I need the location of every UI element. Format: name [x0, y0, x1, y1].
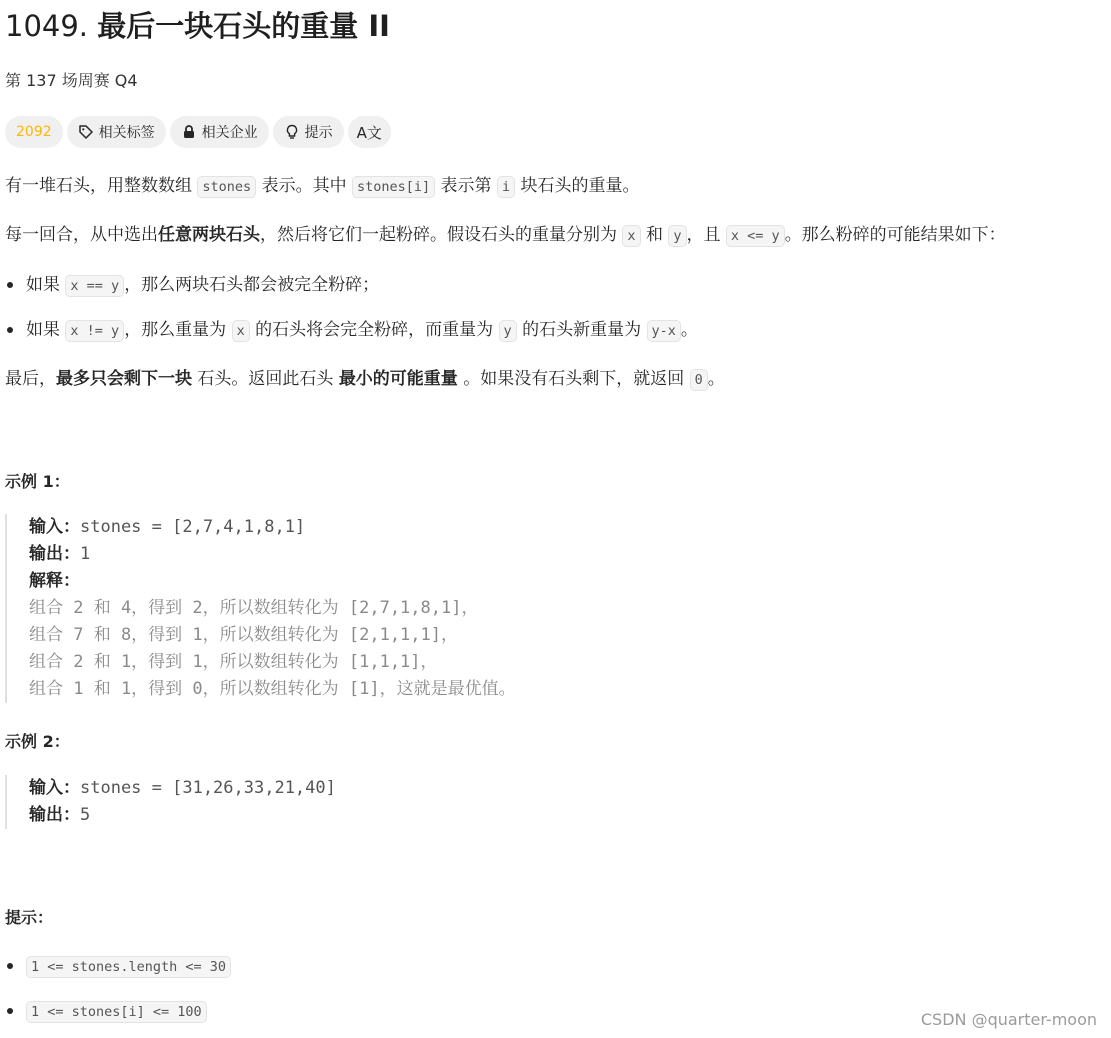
description-paragraph-2: 每一回合，从中选出任意两块石头，然后将它们一起粉碎。假设石头的重量分别为 x 和 y ，且 x <= y 。那么粉碎的可能结果如下：: [5, 225, 1006, 245]
example-2-heading: 示例 2：: [5, 732, 70, 751]
translate-icon: A文: [356, 123, 382, 142]
inline-code: x <= y: [726, 225, 785, 247]
related-companies-button[interactable]: [170, 116, 269, 148]
constraint-item: [5, 953, 231, 980]
inline-code: y: [668, 225, 686, 247]
related-companies-label: 相关企业: [201, 125, 258, 141]
constraints-heading: 提示：: [5, 908, 54, 927]
watermark: CSDN @quarter-moon: [920, 1010, 1097, 1029]
related-tags-label: 相关标签: [98, 125, 155, 141]
explanation-line: 组合 7 和 8，得到 1，所以数组转化为 [2,1,1,1]，: [29, 625, 458, 645]
inline-code: y-x: [647, 320, 681, 342]
hint-button[interactable]: [273, 116, 344, 148]
description-paragraph-1: 有一堆石头，用整数数组 stones 表示。其中 stones[i] 表示第 i 块石头的重量。: [5, 176, 640, 196]
inline-code: stones[i]: [352, 176, 435, 198]
lightbulb-icon: [284, 124, 300, 140]
inline-code: x: [232, 320, 250, 342]
contest-link[interactable]: 第 137 场周赛 Q4: [5, 71, 138, 90]
inline-code: 1 <= stones.length <= 30: [26, 956, 231, 978]
example-1-input: stones = [2,7,4,1,8,1]: [80, 517, 306, 537]
example-2-input: stones = [31,26,33,21,40]: [80, 778, 336, 798]
inline-code: 0: [690, 369, 708, 391]
inline-code: stones: [197, 176, 256, 198]
example-1-heading: 示例 1：: [5, 472, 70, 491]
inline-code: 1 <= stones[i] <= 100: [26, 1001, 207, 1023]
problem-number: 1049.: [5, 9, 89, 43]
example-1-output: 1: [80, 544, 91, 564]
example-2-output: 5: [80, 805, 91, 825]
explanation-line: 组合 2 和 4，得到 2，所以数组转化为 [2,7,1,8,1]，: [29, 598, 479, 618]
list-item: 如果 x != y ，那么重量为 x 的石头将会完全粉碎，而重量为 y 的石头新重量为 y-x 。: [5, 317, 698, 344]
inline-code: i: [497, 176, 515, 198]
hint-label: 提示: [304, 125, 333, 141]
inline-code: x != y: [65, 320, 124, 342]
tag-icon: [78, 124, 94, 140]
problem-name: 最后一块石头的重量 II: [97, 9, 390, 43]
example-2-block: 输入：stones = [31,26,33,21,40] 输出：5: [5, 775, 336, 829]
lock-icon: [181, 124, 197, 140]
constraint-item: [5, 998, 207, 1025]
inline-code: x == y: [65, 275, 124, 297]
problem-title: [5, 6, 390, 46]
list-item: 如果 x == y ，那么两块石头都会被完全粉碎；: [5, 272, 379, 299]
explanation-line: 组合 2 和 1，得到 1，所以数组转化为 [1,1,1]，: [29, 652, 438, 672]
difficulty-rating-badge: 2092: [5, 116, 63, 148]
description-paragraph-3: 最后，最多只会剩下一块 石头。返回此石头 最小的可能重量 。如果没有石头剩下，就返回 0 。: [5, 369, 725, 389]
related-tags-button[interactable]: [67, 116, 166, 148]
example-1-block: 输入：stones = [2,7,4,1,8,1] 输出：1 解释： 组合 2 和 4，得到 2，所以数组转化为 [2,7,1,8,1]， 组合 7 和 8，得到 1，所以数组转化为 [2,1,1,1]， 组合 2 和 1，得到 1，所以数组转化为 [1,1,1]， 组合 1 和 1，得到 0，所以数组转化为 [1]，这就是最优值。: [5, 514, 516, 703]
tag-bar: [5, 116, 391, 148]
inline-code: y: [499, 320, 517, 342]
inline-code: x: [622, 225, 640, 247]
explanation-line: 组合 1 和 1，得到 0，所以数组转化为 [1]，这就是最优值。: [29, 679, 516, 699]
translate-button[interactable]: [348, 116, 391, 148]
